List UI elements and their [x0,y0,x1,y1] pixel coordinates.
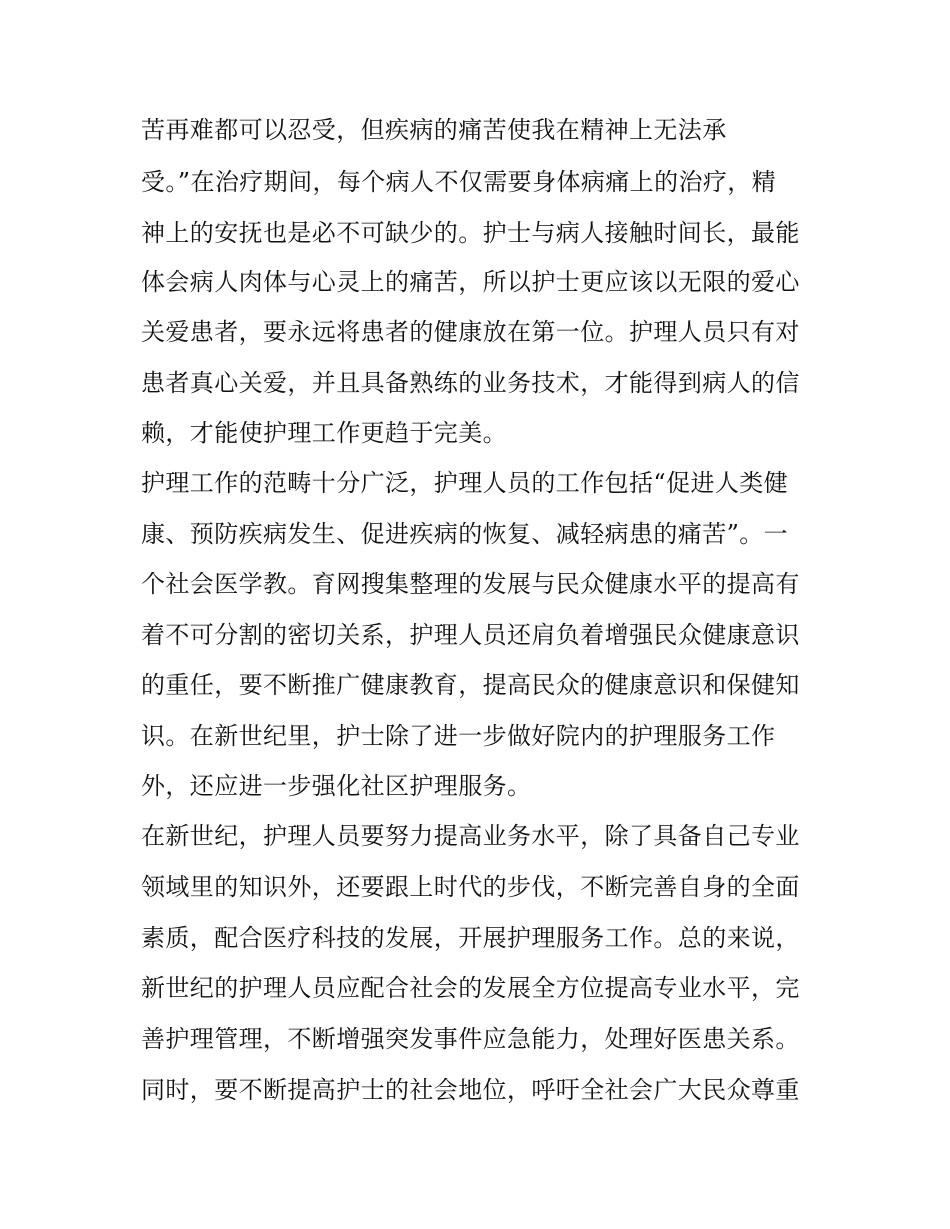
text-line: 体会病人肉体与心灵上的痛苦，所以护士更应该以无限的爱心 [141,268,800,296]
text-line: 着不可分割的密切关系，护理人员还肩负着增强民众健康意识 [141,621,800,649]
text-line: 康、预防疾病发生、促进疾病的恢复、减轻病患的痛苦”。一 [141,520,789,548]
text-line: 苦再难都可以忍受，但疾病的痛苦使我在精神上无法承 [141,116,727,144]
text-line: 新世纪的护理人员应配合社会的发展全方位提高专业水平，完 [141,974,800,1002]
text-line: 受。”在治疗期间，每个病人不仅需要身体病痛上的治疗，精 [141,168,777,196]
text-line: 外，还应进一步强化社区护理服务。 [141,772,532,800]
text-line: 善护理管理，不断增强突发事件应急能力，处理好医患关系。 [141,1025,800,1053]
text-line: 赖，才能使护理工作更趋于完美。 [141,419,507,447]
text-line: 在新世纪，护理人员要努力提高业务水平，除了具备自己专业 [141,822,800,850]
text-line: 识。在新世纪里，护士除了进一步做好院内的护理服务工作 [141,722,776,750]
text-line: 神上的安抚也是必不可缺少的。护士与病人接触时间长，最能 [141,219,800,247]
text-line: 患者真心关爱，并且具备熟练的业务技术，才能得到病人的信 [141,369,800,397]
text-line: 的重任，要不断推广健康教育，提高民众的健康意识和保健知 [141,671,800,699]
text-line: 领域里的知识外，还要跟上时代的步伐，不断完善自身的全面 [141,873,800,901]
text-line: 关爱患者，要永远将患者的健康放在第一位。护理人员只有对 [141,318,800,346]
text-line: 护理工作的范畴十分广泛，护理人员的工作包括“促进人类健 [141,469,789,497]
text-line: 同时，要不断提高护士的社会地位，呼吁全社会广大民众尊重 [141,1076,800,1104]
text-line: 个社会医学教。育网搜集整理的发展与民众健康水平的提高有 [141,570,800,598]
text-line: 素质，配合医疗科技的发展，开展护理服务工作。总的来说， [141,924,800,952]
